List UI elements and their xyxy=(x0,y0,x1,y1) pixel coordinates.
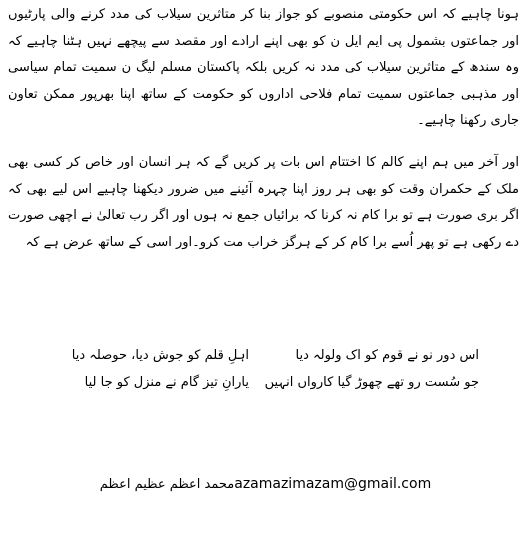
poem-line-2-right: جو سُست رو تھے چھوڑ گیا کارواں انہیں xyxy=(264,375,479,390)
poem-line-1-right: اس دور نو نے قوم کو اک ولولہ دیا xyxy=(295,348,479,363)
poem-line-1-left: اہلِ قلم کو جوش دیا، حوصلہ دیا xyxy=(71,348,249,363)
article-paragraph-2: اور آخر میں ہم اپنے کالم کا اختتام اس بات پر کریں گے کہ ہر انسان اور خاص کر کسی بھی ملک کے حکمران وقت کو بھی ہر روز اپنا چہرہ آئینے میں ضرور دیکھنا چاہیے اس لیے بھی کہ اگر بری صورت ہے تو برا کام نہ کرنا کہ برائیاں جمع نہ ہوں اور اگر رب تعالیٰ نے اچھی صورت دے رکھی ہے تو پھر اُسے برا کام کر کے ہرگز خراب مت کرو۔اور اسی کے ساتھ عرض ہے کہ xyxy=(8,155,519,250)
author-name: محمد اعظم عظیم اعظم xyxy=(99,477,235,492)
article-paragraph-1: ہونا چاہیے کہ اس حکومتی منصوبے کو جواز بنا کر متاثرین سیلاب کی مدد کرنے والی پارٹیوں اور جماعتوں بشمول پی ایم ایل ن کو بھی اپنے ارادے اور مقصد سے پیچھے نہیں ہٹنا چاہیے کہ وہ سندھ کے متاثرین سیلاب کی مدد نہ کریں بلکہ پاکستان مسلم لیگ ن سمیت تمام سیاسی اور مذہبی جماعتوں سمیت تمام فلاحی اداروں کو حکومت کے ساتھ اپنا بھرپور ممکن تعاون جاری رکھنا چاہیے۔ xyxy=(8,7,519,128)
poem-line-2-left: یارانِ تیز گام نے منزل کو جا لیا xyxy=(84,375,249,390)
author-signature xyxy=(0,472,529,497)
author-email: azamazimazam@gmail.com xyxy=(234,476,432,492)
